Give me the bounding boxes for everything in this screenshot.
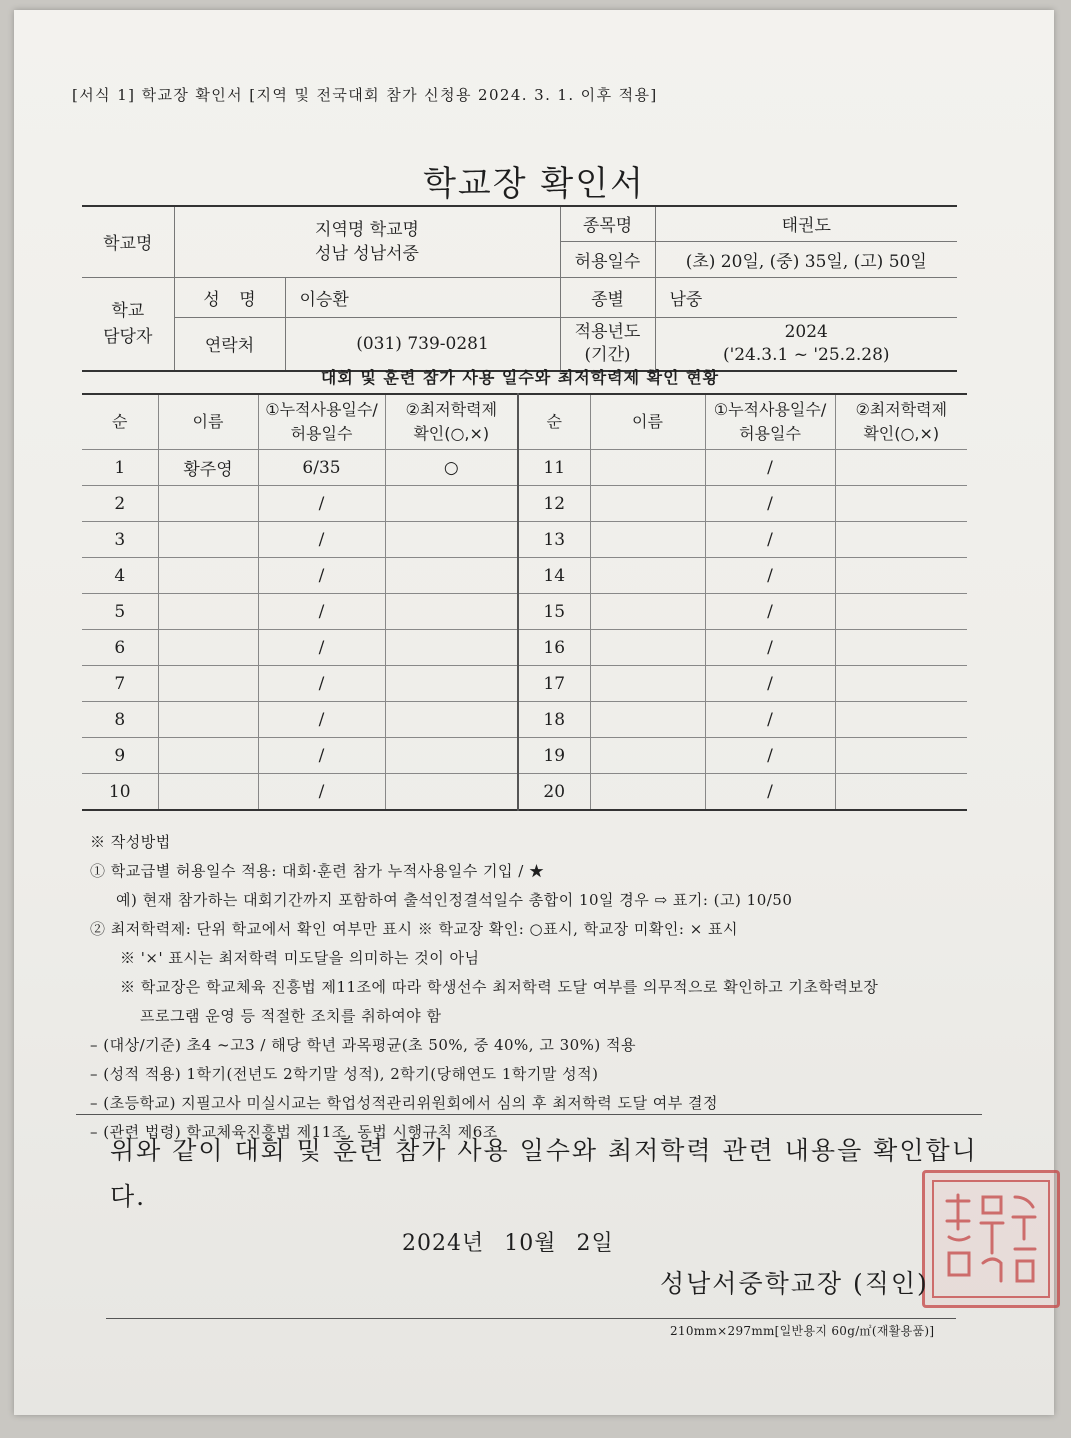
issuer-name: 성남서중학교장 (직인) (660, 1269, 929, 1298)
row-days: / (705, 558, 835, 594)
row-check (835, 666, 967, 702)
row-check: ○ (385, 450, 518, 486)
row-days: / (258, 630, 385, 666)
gender-label: 종별 (560, 277, 655, 317)
row-days: / (705, 738, 835, 774)
form-caption: [서식 1] 학교장 확인서 [지역 및 전국대회 참가 신청용 2024. 3. 1. 이후 적용] (72, 86, 658, 104)
document-page (14, 10, 1054, 1415)
row-check (835, 450, 967, 486)
row-no: 11 (518, 450, 590, 486)
row-name (158, 738, 258, 774)
page-title: 학교장 확인서 (423, 164, 645, 204)
row-days: / (705, 666, 835, 702)
row-name (590, 738, 705, 774)
instruction-line: ※ 작성방법 (90, 833, 171, 851)
seal-icon (925, 1173, 1057, 1305)
table-row (82, 486, 967, 522)
row-days: / (705, 594, 835, 630)
row-no: 1 (82, 450, 158, 486)
instruction-line: 프로그램 운영 등 적절한 조치를 취하여야 함 (140, 1007, 442, 1025)
row-no: 4 (82, 558, 158, 594)
row-name (590, 486, 705, 522)
paper-spec: 210mm×297mm[일반용지 60g/㎡(재활용품)] (670, 1324, 935, 1338)
row-days: / (705, 702, 835, 738)
header-name-2: 이름 (590, 394, 705, 450)
row-name (590, 558, 705, 594)
row-check (385, 486, 518, 522)
row-days: / (705, 450, 835, 486)
row-name (158, 558, 258, 594)
school-name-cell (174, 206, 560, 277)
row-no: 16 (518, 630, 590, 666)
row-name (590, 594, 705, 630)
row-name (590, 666, 705, 702)
row-days: 6/35 (258, 450, 385, 486)
header-check: ②최저학력제 확인(○,×) (385, 394, 518, 450)
header-name: 이름 (158, 394, 258, 450)
row-name (158, 666, 258, 702)
instruction-line: – (관련 법령) 학교체육진흥법 제11조, 동법 시행규칙 제6조 (90, 1123, 498, 1141)
row-name (158, 594, 258, 630)
official-seal-stamp (922, 1170, 1060, 1308)
header-days-2: ①누적사용일수/ 허용일수 (705, 394, 835, 450)
instruction-line: ① 학교급별 허용일수 적용: 대회·훈련 참가 누적사용일수 기입 / ★ (90, 862, 545, 880)
row-check (385, 666, 518, 702)
row-days: / (258, 738, 385, 774)
row-check (385, 738, 518, 774)
manager-label: 학교 담당자 (82, 277, 174, 371)
row-check (835, 702, 967, 738)
divider-bottom (106, 1318, 956, 1319)
row-no: 10 (82, 774, 158, 811)
manager-name-value: 이승환 (285, 277, 560, 317)
row-days: / (258, 486, 385, 522)
table-row (82, 450, 967, 486)
row-no: 19 (518, 738, 590, 774)
school-info-table (82, 205, 957, 372)
row-check (385, 558, 518, 594)
table-row (82, 558, 967, 594)
contact-label: 연락처 (174, 317, 285, 371)
row-check (385, 702, 518, 738)
apply-year-cell (655, 317, 957, 371)
gender-value: 남중 (655, 277, 957, 317)
instruction-line: – (대상/기준) 초4 ~고3 / 해당 학년 과목평균(초 50%, 중 40%, 고 30%) 적용 (90, 1036, 637, 1054)
row-days: / (705, 486, 835, 522)
row-days: / (705, 774, 835, 811)
row-no: 6 (82, 630, 158, 666)
instruction-line: – (성적 적용) 1학기(전년도 2학기말 성적), 2학기(당해연도 1학기말 성적) (90, 1065, 599, 1083)
header-check-2: ②최저학력제 확인(○,×) (835, 394, 967, 450)
apply-period-value: ('24.3.1 ~ '25.2.28) (722, 344, 890, 365)
row-name (158, 702, 258, 738)
row-check (385, 522, 518, 558)
row-no: 14 (518, 558, 590, 594)
apply-year-label: 적용년도 (기간) (560, 317, 655, 371)
row-name: 황주영 (158, 450, 258, 486)
allowed-days-label: 허용일수 (560, 241, 655, 277)
row-name (590, 630, 705, 666)
row-no: 9 (82, 738, 158, 774)
row-no: 8 (82, 702, 158, 738)
header-days: ①누적사용일수/ 허용일수 (258, 394, 385, 450)
row-name (158, 486, 258, 522)
row-no: 15 (518, 594, 590, 630)
row-name (590, 522, 705, 558)
row-days: / (705, 522, 835, 558)
writing-instructions (90, 828, 990, 1147)
row-days: / (258, 666, 385, 702)
table-row (82, 702, 967, 738)
row-check (385, 774, 518, 811)
row-no: 7 (82, 666, 158, 702)
row-days: / (258, 594, 385, 630)
status-title: 대회 및 훈련 참가 사용 일수와 최저학력제 확인 현황 (320, 368, 720, 387)
row-check (835, 486, 967, 522)
school-name-value: 성남 성남서중 (315, 243, 419, 264)
row-check (385, 594, 518, 630)
row-no: 18 (518, 702, 590, 738)
row-days: / (705, 630, 835, 666)
instruction-line: ② 최저학력제: 단위 학교에서 확인 여부만 표시 ※ 학교장 확인: ○표시, 학교장 미확인: × 표시 (90, 920, 739, 938)
row-check (835, 738, 967, 774)
table-row (82, 594, 967, 630)
row-no: 20 (518, 774, 590, 811)
row-days: / (258, 774, 385, 811)
sport-value: 태권도 (655, 206, 957, 241)
divider-top (76, 1114, 982, 1115)
status-header-row (82, 394, 967, 450)
row-days: / (258, 558, 385, 594)
row-check (835, 522, 967, 558)
school-name-head: 지역명 학교명 (315, 219, 419, 240)
row-days: / (258, 522, 385, 558)
header-no: 순 (82, 394, 158, 450)
row-check (835, 594, 967, 630)
row-name (590, 702, 705, 738)
allowed-days-value: (초) 20일, (중) 35일, (고) 50일 (655, 241, 957, 277)
row-name (590, 450, 705, 486)
row-name (590, 774, 705, 811)
manager-name-label: 성 명 (174, 277, 285, 317)
row-name (158, 522, 258, 558)
issue-date: 2024년 10월 2일 (402, 1231, 614, 1256)
row-no: 2 (82, 486, 158, 522)
row-check (835, 774, 967, 811)
table-row (82, 630, 967, 666)
instruction-line: ※ 학교장은 학교체육 진흥법 제11조에 따라 학생선수 최저학력 도달 여부를 의무적으로 확인하고 기초학력보장 (120, 978, 879, 996)
row-name (158, 774, 258, 811)
contact-value: (031) 739-0281 (285, 317, 560, 371)
row-no: 5 (82, 594, 158, 630)
row-no: 3 (82, 522, 158, 558)
confirmation-statement: 위와 같이 대회 및 훈련 참가 사용 일수와 최저학력 관련 내용을 확인합니다. (110, 1136, 978, 1211)
status-table (82, 393, 967, 811)
instruction-line: 예) 현재 참가하는 대회기간까지 포함하여 출석인정결석일수 총합이 10일 경우 ⇨ 표기: (고) 10/50 (116, 891, 793, 909)
sport-label: 종목명 (560, 206, 655, 241)
row-days: / (258, 702, 385, 738)
apply-year-value: 2024 (784, 321, 828, 342)
instruction-line: ※ '×' 표시는 최저학력 미도달을 의미하는 것이 아님 (120, 949, 480, 967)
row-no: 13 (518, 522, 590, 558)
row-no: 17 (518, 666, 590, 702)
row-name (158, 630, 258, 666)
table-row (82, 738, 967, 774)
row-check (835, 558, 967, 594)
row-check (835, 630, 967, 666)
table-row (82, 522, 967, 558)
table-row (82, 774, 967, 811)
table-row (82, 666, 967, 702)
header-no-2: 순 (518, 394, 590, 450)
instruction-line: – (초등학교) 지필고사 미실시교는 학업성적관리위원회에서 심의 후 최저학력 도달 여부 결정 (90, 1094, 719, 1112)
row-no: 12 (518, 486, 590, 522)
row-check (385, 630, 518, 666)
school-name-label: 학교명 (82, 206, 174, 277)
